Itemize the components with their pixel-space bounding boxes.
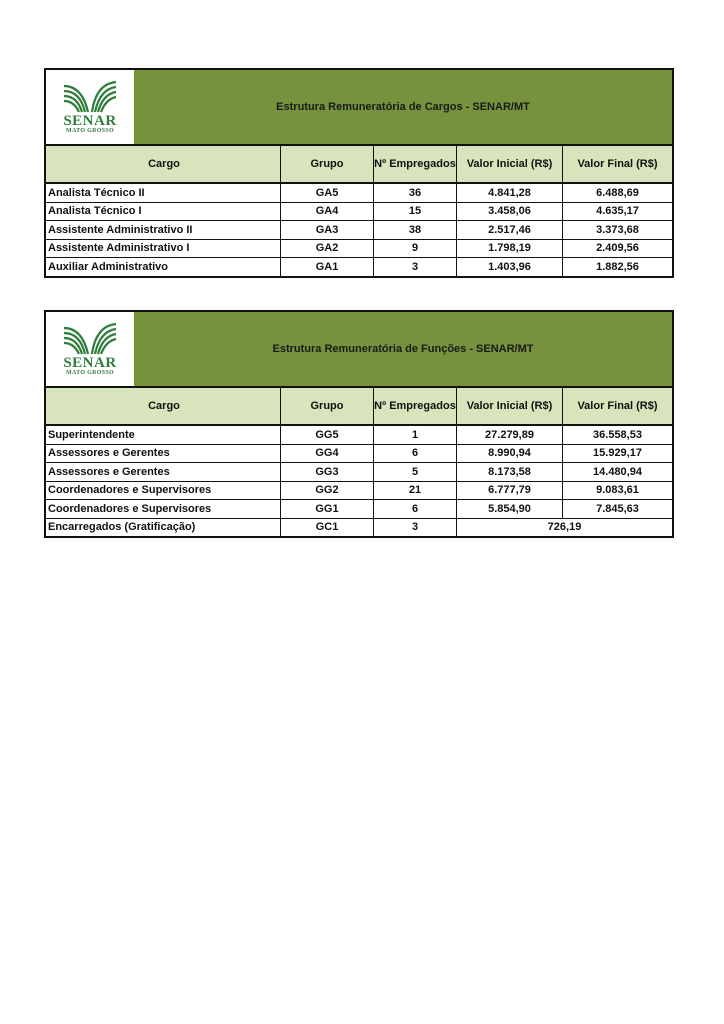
logo-name: SENAR <box>63 355 117 371</box>
col-valor-final: Valor Final (R$) <box>577 400 658 412</box>
cell-empregados: 3 <box>374 519 457 537</box>
cell-grupo: GA3 <box>281 221 374 239</box>
cell-valor-final: 3.373,68 <box>596 223 639 236</box>
cell-empregados: 3 <box>374 258 457 276</box>
cell-valor-inicial: 1.403,96 <box>457 258 563 276</box>
table-header-banner <box>46 312 672 388</box>
cell-valor-final: 2.409,56 <box>596 242 639 255</box>
cell-valor-inicial: 4.841,28 <box>457 184 563 202</box>
cell-valor-gratificacao: 726,19 <box>547 521 582 534</box>
cell-cargo: Encarregados (Gratificação) <box>46 519 281 537</box>
cell-valor-inicial: 8.990,94 <box>457 445 563 463</box>
table-row <box>46 184 672 203</box>
funcoes-table <box>44 310 674 538</box>
cell-grupo: GG3 <box>281 463 374 481</box>
logo-name: SENAR <box>63 113 117 129</box>
cell-grupo: GC1 <box>281 519 374 537</box>
cell-grupo: GG5 <box>281 426 374 444</box>
table-row <box>46 203 672 222</box>
cell-grupo: GG1 <box>281 500 374 518</box>
cargos-table <box>44 68 674 278</box>
cell-cargo: Assessores e Gerentes <box>46 463 281 481</box>
cell-valor-final: 1.882,56 <box>596 260 639 273</box>
cell-valor-inicial: 2.517,46 <box>457 221 563 239</box>
table-row <box>46 445 672 464</box>
cell-valor-final: 15.929,17 <box>593 447 642 460</box>
cell-empregados: 9 <box>374 240 457 258</box>
table-row <box>46 482 672 501</box>
table-row <box>46 426 672 445</box>
table-title: Estrutura Remuneratória de Funções - SENAR/MT <box>134 312 672 386</box>
cell-grupo: GA5 <box>281 184 374 202</box>
cell-valor-inicial: 1.798,19 <box>457 240 563 258</box>
cell-empregados: 1 <box>374 426 457 444</box>
table-header-banner <box>46 70 672 146</box>
logo-subtitle: MATO GROSSO <box>66 128 114 134</box>
table-row <box>46 463 672 482</box>
col-valor-inicial: Valor Inicial (R$) <box>457 388 563 424</box>
cell-valor-inicial: 3.458,06 <box>457 203 563 221</box>
senar-wheat-icon <box>60 80 120 114</box>
col-valor-final: Valor Final (R$) <box>577 158 658 170</box>
senar-wheat-icon <box>60 322 120 356</box>
cell-grupo: GA4 <box>281 203 374 221</box>
cell-valor-final: 14.480,94 <box>593 465 642 478</box>
col-grupo: Grupo <box>281 388 374 424</box>
cell-valor-final: 36.558,53 <box>593 428 642 441</box>
cell-valor-inicial: 5.854,90 <box>457 500 563 518</box>
cell-cargo: Coordenadores e Supervisores <box>46 500 281 518</box>
cell-cargo: Auxiliar Administrativo <box>46 258 281 276</box>
cell-valor-inicial: 27.279,89 <box>457 426 563 444</box>
cell-valor-final: 4.635,17 <box>596 205 639 218</box>
cell-valor-final: 9.083,61 <box>596 484 639 497</box>
cell-empregados: 21 <box>374 482 457 500</box>
cell-cargo: Assessores e Gerentes <box>46 445 281 463</box>
col-grupo: Grupo <box>281 146 374 182</box>
cell-cargo: Assistente Administrativo II <box>46 221 281 239</box>
cell-grupo: GA2 <box>281 240 374 258</box>
table-row <box>46 500 672 519</box>
cell-valor-inicial: 8.173,58 <box>457 463 563 481</box>
cell-grupo: GG2 <box>281 482 374 500</box>
cell-grupo: GA1 <box>281 258 374 276</box>
cell-cargo: Superintendente <box>46 426 281 444</box>
table-row <box>46 221 672 240</box>
cell-empregados: 6 <box>374 500 457 518</box>
table-row <box>46 240 672 259</box>
col-empregados: Nº Empregados <box>374 146 457 182</box>
cell-cargo: Coordenadores e Supervisores <box>46 482 281 500</box>
cell-empregados: 38 <box>374 221 457 239</box>
senar-logo <box>46 312 134 386</box>
cell-empregados: 36 <box>374 184 457 202</box>
col-empregados: Nº Empregados <box>374 388 457 424</box>
cell-grupo: GG4 <box>281 445 374 463</box>
table-row <box>46 258 672 276</box>
col-cargo: Cargo <box>46 146 281 182</box>
table-title: Estrutura Remuneratória de Cargos - SENAR/MT <box>134 70 672 144</box>
cell-valor-final: 6.488,69 <box>596 186 639 199</box>
cell-valor-inicial: 6.777,79 <box>457 482 563 500</box>
table-row-merged <box>46 519 672 537</box>
cell-empregados: 6 <box>374 445 457 463</box>
cell-empregados: 5 <box>374 463 457 481</box>
cell-valor-final: 7.845,63 <box>596 502 639 515</box>
logo-subtitle: MATO GROSSO <box>66 370 114 376</box>
column-header-row <box>46 146 672 184</box>
cell-cargo: Assistente Administrativo I <box>46 240 281 258</box>
column-header-row <box>46 388 672 426</box>
col-valor-inicial: Valor Inicial (R$) <box>457 146 563 182</box>
col-cargo: Cargo <box>46 388 281 424</box>
cell-cargo: Analista Técnico II <box>46 184 281 202</box>
cell-cargo: Analista Técnico I <box>46 203 281 221</box>
senar-logo <box>46 70 134 144</box>
cell-empregados: 15 <box>374 203 457 221</box>
